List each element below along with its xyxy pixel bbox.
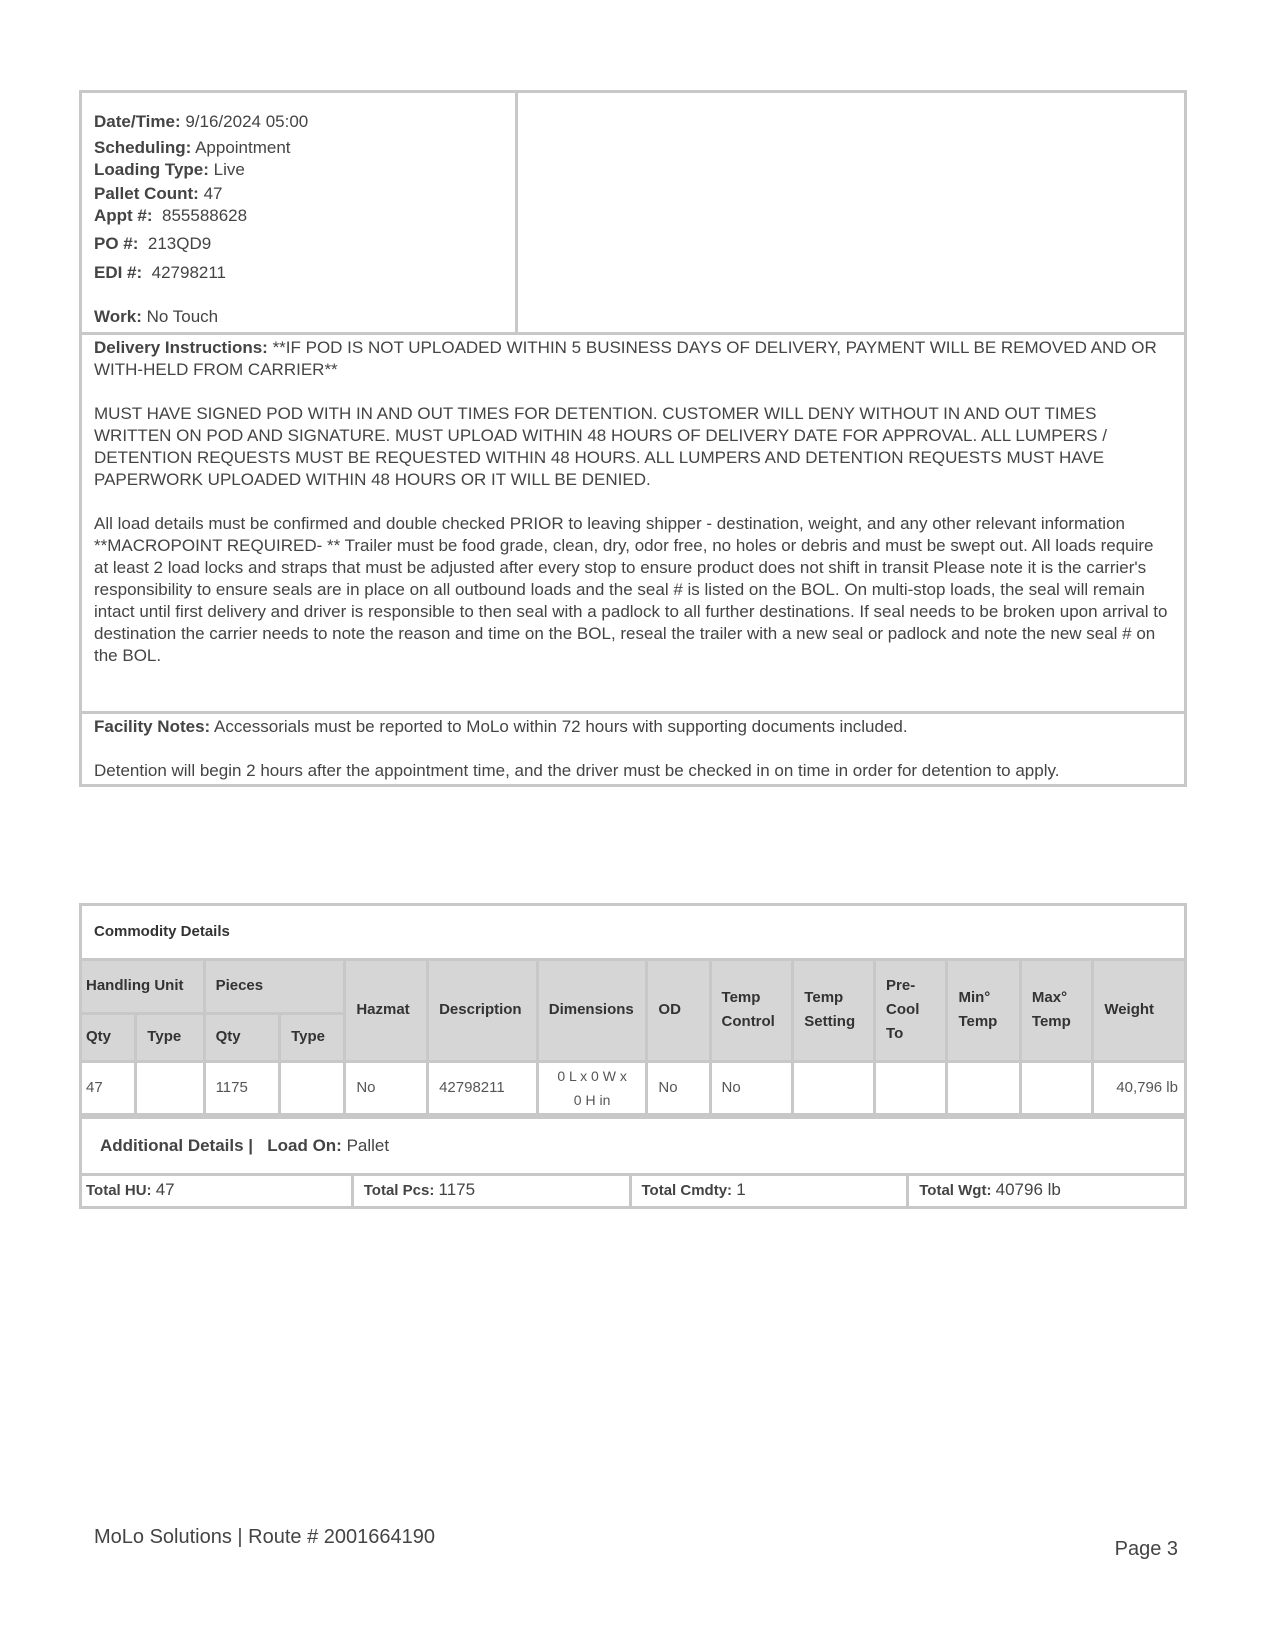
od-cell: No — [647, 1061, 710, 1114]
delivery-paragraph-3: All load details must be confirmed and double checked PRIOR to leaving shipper - destination, weight, and any other relevant information — [94, 513, 1125, 533]
stop-summary-row — [82, 93, 1184, 335]
max-temp-header: Max° Temp — [1020, 961, 1092, 1061]
po-label: PO #: — [94, 234, 139, 254]
hazmat-header: Hazmat — [345, 961, 428, 1061]
dimensions-cell: 0 L x 0 W x 0 H in — [537, 1061, 647, 1114]
table-row — [82, 1061, 1184, 1114]
stop-details-box — [79, 90, 1187, 787]
commodity-header-row — [82, 961, 1184, 1013]
pallet-count-value: 47 — [203, 184, 223, 204]
edi-value: 42798211 — [151, 262, 227, 282]
description-cell: 42798211 — [428, 1061, 538, 1114]
scheduling-value: Appointment — [195, 138, 291, 158]
hu-qty-header: Qty — [82, 1013, 136, 1061]
precool-cell — [875, 1061, 947, 1114]
hu-type-cell — [136, 1061, 204, 1114]
total-wgt: Total Wgt: 40796 lb — [919, 1179, 1061, 1199]
facility-paragraph-2: Detention will begin 2 hours after the appointment time, and the driver must be checked in on time in order for detention to apply. — [94, 760, 1060, 780]
appt-label: Appt #: — [94, 206, 153, 226]
pcs-qty-cell: 1175 — [204, 1061, 280, 1114]
min-temp-cell — [947, 1061, 1020, 1114]
po-value: 213QD9 — [147, 234, 212, 254]
additional-details — [82, 1116, 1184, 1173]
handling-unit-header: Handling Unit — [82, 961, 204, 1013]
weight-header: Weight — [1093, 961, 1184, 1061]
edi-label: EDI #: — [94, 262, 143, 282]
temp-control-header: Temp Control — [710, 961, 793, 1061]
commodity-details-title: Commodity Details — [82, 906, 1184, 961]
pcs-type-cell — [280, 1061, 345, 1114]
description-header: Description — [428, 961, 538, 1061]
pcs-type-header: Type — [280, 1013, 345, 1061]
datetime-value: 9/16/2024 05:00 — [185, 112, 309, 131]
weight-cell: 40,796 lb — [1093, 1061, 1184, 1114]
delivery-paragraph-4: **MACROPOINT REQUIRED- ** Trailer must be food grade, clean, dry, odor free, no holes or debris and must be swept out. All loads require at least 2 load locks and straps that must be adjusted after every stop to ensure product does not shift in transit Please note it is the carrier's responsibility to ensure seals are in place on all outbound loads and the seal # is listed on the BOL. On multi-stop loads, the seal will remain intact until first delivery and driver is responsible to then seal with a padlock to all further destinations. If seal needs to be broken upon arrival to destination the carrier needs to note the reason and time on the BOL, reseal the trailer with a new seal or padlock and note the new seal # on the BOL. — [94, 535, 1168, 665]
additional-details-label: Additional Details | — [100, 1135, 254, 1155]
page-number: Page 3 — [1114, 1538, 1178, 1560]
stop-info-panel — [82, 93, 518, 332]
load-on-value: Pallet — [346, 1135, 390, 1155]
loading-type-label: Loading Type: — [94, 160, 209, 180]
temp-setting-header: Temp Setting — [793, 961, 875, 1061]
facility-paragraph-1: Accessorials must be reported to MoLo within 72 hours with supporting documents included. — [214, 716, 908, 736]
hu-type-header: Type — [136, 1013, 204, 1061]
hazmat-cell: No — [345, 1061, 428, 1114]
delivery-paragraph-1: **IF POD IS NOT UPLOADED WITHIN 5 BUSINESS DAYS OF DELIVERY, PAYMENT WILL BE REMOVED AND OR WITH-HELD FROM CARRIER** — [94, 337, 1157, 379]
pieces-header: Pieces — [204, 961, 345, 1013]
dimensions-header: Dimensions — [537, 961, 647, 1061]
scheduling-label: Scheduling: — [94, 138, 192, 158]
hu-qty-cell: 47 — [82, 1061, 136, 1114]
load-on-label: Load On: — [267, 1135, 342, 1155]
temp-setting-cell — [793, 1061, 875, 1114]
footer-route: MoLo Solutions | Route # 2001664190 — [94, 1526, 436, 1548]
facility-notes-label: Facility Notes: — [94, 716, 211, 736]
pallet-count-label: Pallet Count: — [94, 184, 199, 204]
datetime-label: Date/Time: — [94, 112, 181, 131]
delivery-instructions-label: Delivery Instructions: — [94, 337, 268, 357]
facility-notes — [82, 714, 1184, 784]
od-header: OD — [647, 961, 710, 1061]
total-cmdty: Total Cmdty: 1 — [632, 1176, 910, 1206]
delivery-instructions — [82, 335, 1184, 714]
pcs-qty-header: Qty — [204, 1013, 280, 1061]
precool-header: Pre- Cool To — [875, 961, 947, 1061]
totals-row — [82, 1173, 1184, 1206]
temp-control-cell: No — [710, 1061, 793, 1114]
max-temp-cell — [1020, 1061, 1092, 1114]
total-pcs: Total Pcs: 1175 — [354, 1176, 632, 1206]
delivery-paragraph-2: MUST HAVE SIGNED POD WITH IN AND OUT TIMES FOR DETENTION. CUSTOMER WILL DENY WITHOUT IN AND OUT TIMES WRITTEN ON POD AND SIGNATURE. MUST UPLOAD WITHIN 48 HOURS OF DELIVERY DATE FOR APPROVAL. ALL LUMPERS / DETENTION REQUESTS MUST BE REQUESTED WITHIN 48 HOURS. ALL LUMPERS AND DETENTION REQUESTS MUST HAVE PAPERWORK UPLOADED WITHIN 48 HOURS OR IT WILL BE DENIED. — [94, 403, 1107, 489]
work-label: Work: — [94, 306, 142, 326]
stop-empty-panel — [518, 93, 1184, 332]
commodity-details-box — [79, 903, 1187, 1209]
min-temp-header: Min° Temp — [947, 961, 1020, 1061]
commodity-table — [82, 961, 1184, 1116]
work-value: No Touch — [146, 306, 219, 326]
loading-type-value: Live — [213, 160, 245, 180]
total-hu: Total HU: 47 — [82, 1176, 354, 1206]
appt-value: 855588628 — [162, 206, 248, 226]
